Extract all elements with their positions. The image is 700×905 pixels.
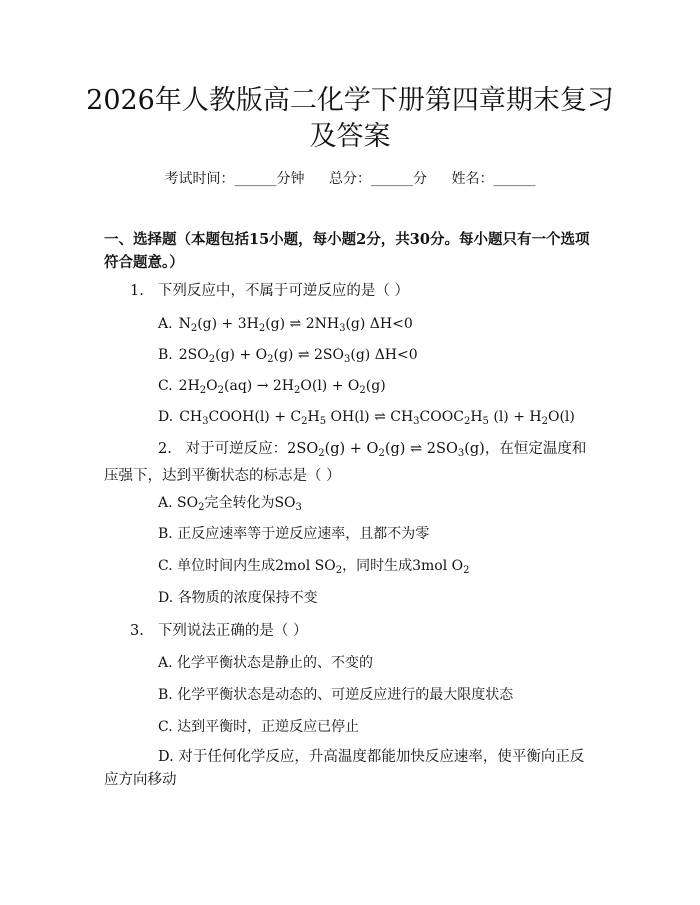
exam-name: 姓名：______ bbox=[451, 171, 536, 187]
q1-option-d: D. $CH_3COOH(l) + C_2H_5$ OH(l) ⇌ $CH_3COOC_2H_5$ $(l) + H_2O(l)$ bbox=[158, 409, 575, 427]
q1-option-b: B. $2SO_2(g) + O_2(g)$ ⇌ $2SO_3(g)$ ΔH<0 bbox=[158, 347, 418, 365]
q2-option-b: B. 正反应速率等于逆反应速率，且都不为零 bbox=[158, 526, 430, 542]
q3-option-d: D. 对于任何化学反应，升高温度都能加快反应速率，使平衡向正反应方向移动 bbox=[104, 749, 585, 788]
question-3 bbox=[104, 620, 596, 643]
document-title-line-2: 及答案 bbox=[309, 121, 391, 152]
q1-option-c: C. $2H_2O_2(aq) \to 2H_2O(l) + O_2(g)$ bbox=[158, 378, 386, 396]
question-number: 1. bbox=[130, 283, 144, 299]
q2-option-d: D. 各物质的浓度保持不变 bbox=[158, 590, 318, 606]
exam-score: 总分：______分 bbox=[329, 171, 427, 187]
q1-option-a: A. $N_2(g) + 3H_2(g)$ ⇌ $2NH_3(g)$ ΔH<0 bbox=[158, 316, 413, 334]
q3-option-a: A. 化学平衡状态是静止的、不变的 bbox=[158, 655, 374, 671]
q2-option-a: A. $SO_2$完全转化为$SO_3$ bbox=[158, 495, 302, 513]
document-title-line-1: 2026年人教版高二化学下册第四章期末复习 bbox=[86, 85, 614, 116]
question-2: 2. 对于可逆反应：$2SO_2(g) + O_2(g)$ ⇌ $2SO_3(g)$，在恒定温度和压强下，达到平衡状态的标志是（ ） bbox=[104, 441, 587, 484]
question-number: 3. bbox=[130, 623, 144, 639]
question-stem: 下列说法正确的是（ ） bbox=[157, 623, 308, 639]
question-stem: 下列反应中，不属于可逆反应的是（ ） bbox=[157, 283, 409, 299]
exam-time: 考试时间：______分钟 bbox=[164, 171, 305, 187]
question-number: 2. bbox=[158, 441, 172, 457]
section-heading: 一、选择题（本题包括15小题，每小题2分，共30分。每小题只有一个选项符合题意。） bbox=[104, 231, 590, 271]
q3-option-c: C. 达到平衡时，正逆反应已停止 bbox=[158, 719, 360, 735]
q2-option-c: C. 单位时间内生成2mol $SO_2$，同时生成3mol $O_2$ bbox=[158, 558, 470, 576]
q3-option-b: B. 化学平衡状态是动态的、可逆反应进行的最大限度状态 bbox=[158, 687, 514, 703]
question-1 bbox=[104, 280, 596, 303]
exam-meta bbox=[0, 168, 700, 188]
